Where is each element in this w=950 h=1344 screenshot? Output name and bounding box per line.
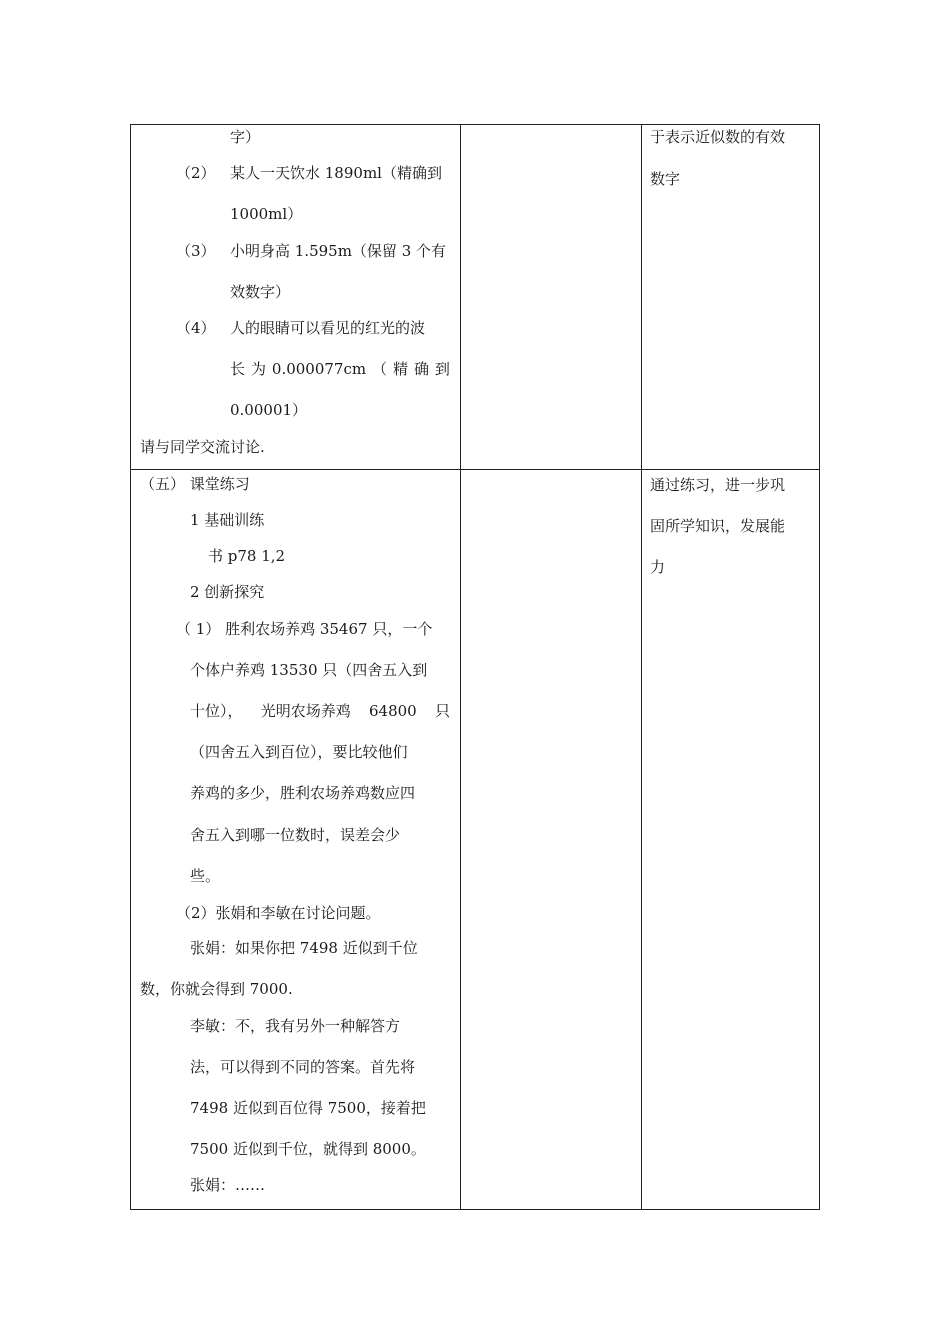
row2-left-line-4: 2 创新探究 — [190, 583, 265, 601]
row2-right-line-1: 通过练习，进一步巩 — [650, 476, 786, 494]
word: 0.000077cm — [271, 360, 367, 378]
row2-left-line-10: 舍五入到哪一位数时，误差会少 — [190, 826, 401, 844]
word: （ — [372, 360, 388, 378]
row1-item-number-3: （3） — [176, 242, 216, 260]
row1-left-line-2: 某人一天饮水 1890ml（精确到 — [230, 164, 442, 182]
row2-right-line-3: 力 — [650, 558, 666, 576]
row1-left-line-1: 字） — [230, 128, 261, 146]
row2-left-line-8: （四舍五入到百位），要比较他们 — [190, 743, 408, 761]
word: 长 — [230, 360, 246, 378]
row1-left-line-6: 人的眼睛可以看见的红光的波 — [230, 319, 426, 337]
row2-right-line-2: 固所学知识，发展能 — [650, 517, 786, 535]
word: 64800 — [369, 702, 417, 720]
section-title: （五） 课堂练习 — [140, 475, 250, 493]
row2-left-line-16: 法，可以得到不同的答案。首先将 — [190, 1058, 416, 1076]
row2-left-line-9: 养鸡的多少，胜利农场养鸡数应四 — [190, 784, 416, 802]
word: 只 — [434, 702, 450, 720]
row1-right-line-1: 于表示近似数的有效 — [650, 128, 786, 146]
row1-left-line-7 — [230, 359, 450, 379]
row2-left-line-15: 李敏：不，我有另外一种解答方 — [190, 1017, 401, 1035]
row1-left-line-9: 请与同学交流讨论. — [140, 438, 265, 456]
word: 到 — [434, 360, 450, 378]
row1-right-line-2: 数字 — [650, 170, 681, 188]
row2-left-line-18: 7500 近似到千位，就得到 8000。 — [190, 1140, 426, 1158]
row2-left-line-5: （ 1） 胜利农场养鸡 35467 只，一个 — [176, 620, 433, 638]
row1-left-line-5: 效数字） — [230, 283, 291, 301]
row1-left-line-4: 小明身高 1.595m（保留 3 个有 — [230, 242, 447, 260]
word: 光明农场养鸡 — [260, 702, 351, 720]
word: 十位）， — [190, 702, 243, 720]
row2-left-line-2: 1 基础训练 — [190, 511, 265, 529]
row2-left-line-14: 数，你就会得到 7000. — [140, 980, 293, 998]
row-divider — [130, 469, 820, 470]
row2-left-line-19: 张娟：…… — [190, 1176, 266, 1194]
row2-left-line-6: 个体户养鸡 13530 只（四舍五入到 — [190, 661, 428, 679]
row1-left-line-8: 0.00001） — [230, 401, 308, 419]
word: 为 — [250, 360, 266, 378]
row1-left-line-3: 1000ml） — [230, 205, 303, 223]
word: 确 — [413, 360, 429, 378]
column-divider-1 — [460, 124, 461, 1210]
row2-left-line-13: 张娟：如果你把 7498 近似到千位 — [190, 939, 418, 957]
row2-left-line-3: 书 p78 1,2 — [208, 547, 286, 565]
row2-left-line-7 — [190, 701, 450, 721]
row2-left-line-17: 7498 近似到百位得 7500，接着把 — [190, 1099, 426, 1117]
word: 精 — [393, 360, 409, 378]
column-divider-2 — [641, 124, 642, 1210]
row1-item-number-2: （2） — [176, 164, 216, 182]
row2-left-line-11: 些。 — [190, 867, 221, 885]
row2-left-line-12: （2）张娟和李敏在讨论问题。 — [176, 904, 381, 922]
row1-item-number-4: （4） — [176, 319, 216, 337]
